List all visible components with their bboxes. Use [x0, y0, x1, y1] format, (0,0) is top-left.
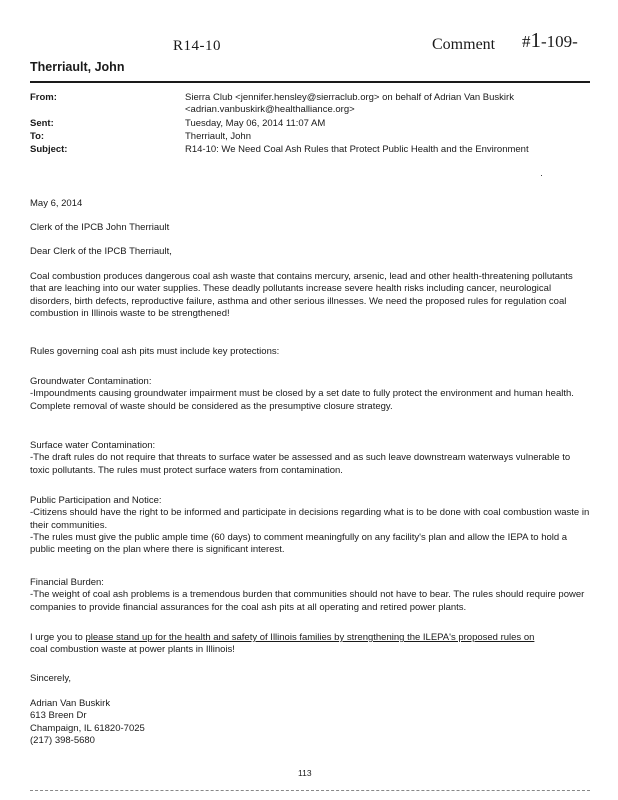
letter-salutation: Dear Clerk of the IPCB Therriault, [30, 246, 172, 257]
signature-phone: (217) 398-5680 [30, 734, 95, 746]
groundwater-line-2: Complete removal of waste should be considered as the presumptive closure strategy. [30, 400, 393, 412]
section-financial-burden [30, 577, 590, 614]
subject-label: Subject: [30, 144, 68, 155]
public-participation-line-2: -The rules must give the public ample time (60 days) to comment meaningfully on any facility's plan and allow the IEPA to hold a public meeting on the plan where there is significant interest. [30, 531, 568, 556]
paragraph-intro-text: Coal combustion produces dangerous coal ash waste that contains mercury, arsenic, lead and other health-threatening pollutants that are leaching into our water supplies. These deadly pollutants increase severe health risks including cancer, neurological disorders, birth defects, reproductive failure, asthma and other serious illnesses. We need the proposed rules for regulation coal combustion in Illinois waste to be strengthened! [30, 271, 573, 319]
section-groundwater [30, 376, 590, 413]
public-participation-line-1: -Citizens should have the right to be informed and participate in decisions regarding what is to be done with coal combustion waste in their communities. [30, 507, 590, 531]
stamp-number: 1 [530, 28, 541, 52]
recipient-name-heading: Therriault, John [30, 60, 125, 74]
signature-city: Champaign, IL 61820-7025 [30, 722, 145, 734]
sent-label: Sent: [30, 118, 54, 129]
paragraph-protections: Rules governing coal ash pits must include key protections: [30, 346, 280, 357]
closing-pre: I urge you to [30, 632, 86, 643]
stamp-prefix: # [522, 32, 531, 51]
signature-block [30, 698, 590, 747]
closing-paragraph [30, 632, 590, 657]
header-divider [30, 81, 590, 83]
stamp-suffix: -109- [541, 32, 578, 51]
section-public-participation [30, 495, 590, 556]
comment-number-stamp [522, 28, 578, 53]
paragraph-intro [30, 271, 590, 320]
letter-addressee: Clerk of the IPCB John Therriault [30, 222, 170, 233]
page-number: 113 [298, 768, 312, 778]
signoff: Sincerely, [30, 673, 72, 684]
public-participation-title: Public Participation and Notice: [30, 495, 162, 506]
letter-date: May 6, 2014 [30, 198, 83, 209]
surface-water-title: Surface water Contamination: [30, 440, 156, 451]
financial-burden-line-1: -The weight of coal ash problems is a tremendous burden that communities should not have to bear. The rules should require power companies to provide financial assurances for the coal ash pits at all operating and retired power plants. [30, 589, 585, 613]
financial-burden-title: Financial Burden: [30, 577, 104, 588]
from-value: Sierra Club <jennifer.hensley@sierraclub.org> on behalf of Adrian Van Buskirk <adrian.vanbuskirk@healthalliance.org> [185, 92, 514, 115]
scan-edge-line [30, 790, 590, 792]
groundwater-title: Groundwater Contamination: [30, 376, 152, 387]
from-label: From: [30, 92, 57, 103]
subject-value: R14-10: We Need Coal Ash Rules that Protect Public Health and the Environment [185, 144, 529, 155]
comment-label: Comment [432, 36, 496, 53]
groundwater-line-1: -Impoundments causing groundwater impairment must be closed by a set date to fully protect the environment and human health. [30, 388, 574, 400]
signature-name: Adrian Van Buskirk [30, 698, 111, 709]
speck: · [540, 170, 543, 180]
to-value: Therriault, John [185, 131, 252, 142]
sent-value: Tuesday, May 06, 2014 11:07 AM [185, 118, 326, 129]
closing-underlined: please stand up for the health and safety of Illinois families by strengthening the ILEPA's proposed rules on [85, 632, 535, 643]
closing-post: coal combustion waste at power plants in Illinois! [30, 644, 235, 656]
docket-number: R14-10 [173, 38, 221, 54]
signature-street: 613 Breen Dr [30, 710, 87, 722]
section-surface-water [30, 440, 590, 477]
to-label: To: [30, 131, 45, 142]
surface-water-line-1: -The draft rules do not require that threats to surface water be assessed and as such leave downstream waterways vulnerable to toxic pollutants. The rules must protect surface waters from contamination. [30, 452, 571, 476]
